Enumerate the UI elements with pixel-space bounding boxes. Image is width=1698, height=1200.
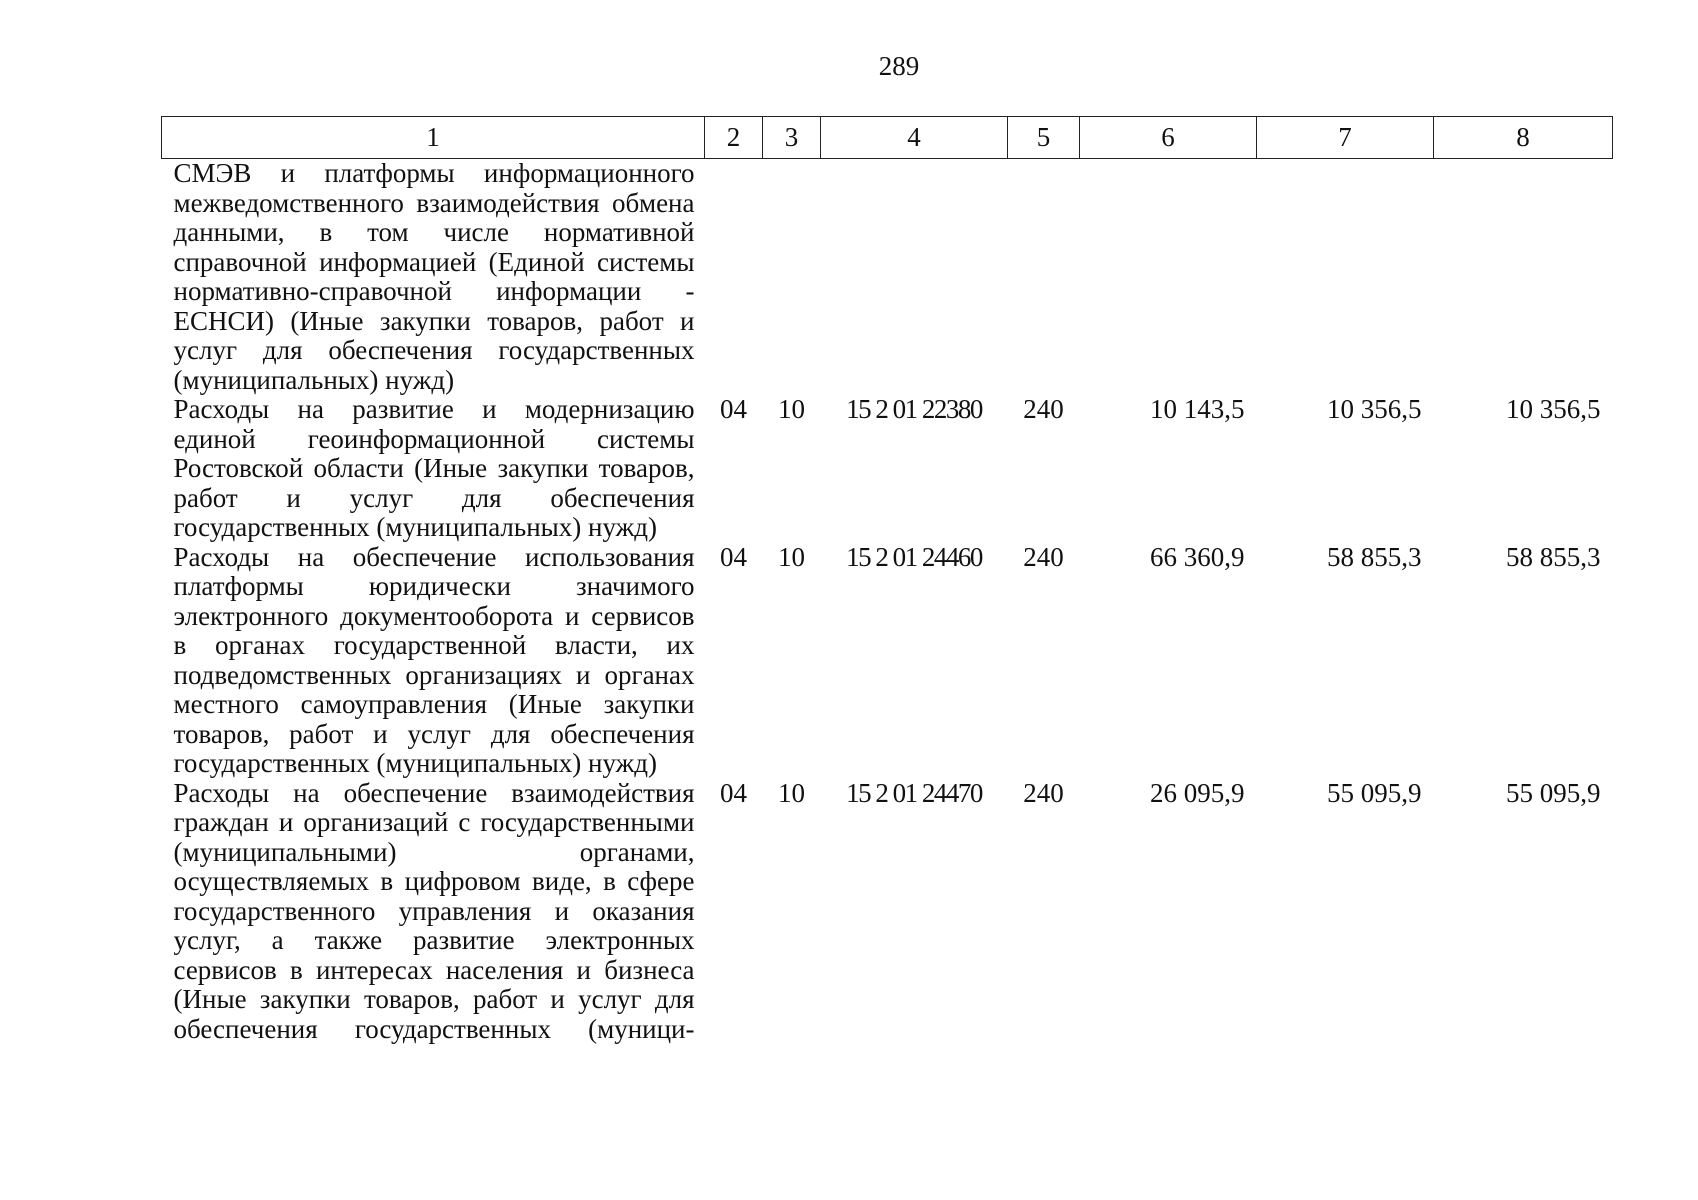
row-description-cell [162,395,705,543]
row-sum-2: 55 095,9 [1327,777,1422,808]
column-header-8: 8 [1434,117,1613,159]
table-row [162,543,1613,779]
row-sum-1 [1080,159,1257,396]
row-sum-1: 66 360,9 [1150,541,1245,572]
row-vr: 240 [1023,777,1064,808]
row-sum-3: 58 855,3 [1506,541,1601,572]
row-sum-2: 58 855,3 [1327,541,1422,572]
row-pr: 10 [778,541,805,572]
row-csr: 15 2 01 22380 [846,394,982,424]
row-rz: 04 [720,777,747,808]
row-description-cell [162,159,705,396]
row-vr [1008,159,1080,396]
row-sum-3 [1434,159,1613,396]
row-sum-2: 10 356,5 [1327,394,1422,424]
table-row [162,395,1613,543]
row-description: Расходы на развитие и модернизацию единой геоинформационной системы Ростовской области (Иные закупки товаров, работ и услуг для обеспечения государственных (муниципальных) нужд) [173,394,695,542]
column-header-6: 6 [1080,117,1257,159]
column-header-1: 1 [162,117,705,159]
column-header-7: 7 [1257,117,1434,159]
column-header-4: 4 [821,117,1008,159]
table-header-row [162,117,1613,159]
budget-table [161,116,1613,1044]
row-pr [763,159,821,396]
row-pr: 10 [778,394,805,424]
row-rz: 04 [720,541,747,572]
row-description: Расходы на обеспечение взаимодействия граждан и организаций с государственными (муниципальными) органами, осуществляемых в цифровом виде, в сфере государственного управления и оказания услуг, а также развитие электронных сервисов в интересах населения и бизнеса (Иные закупки товаров, работ и услуг для обеспечения государственных (муници- [173,777,695,1044]
row-csr: 15 2 01 24470 [846,777,982,808]
row-sum-3: 10 356,5 [1506,394,1601,424]
row-csr: 15 2 01 24460 [846,541,982,572]
row-vr: 240 [1023,394,1064,424]
row-sum-1: 10 143,5 [1150,394,1245,424]
row-vr: 240 [1023,541,1064,572]
row-description: СМЭВ и платформы информационного межведомственного взаимодействия обмена данными, в том числе нормативной справочной информацией (Единой системы нормативно-справочной информации - ЕСНСИ) (Иные закупки товаров, работ и услуг для обеспечения государственных (муниципальных) нужд) [173,158,695,395]
row-sum-2 [1257,159,1434,396]
row-description-cell [162,543,705,779]
row-csr [821,159,1008,396]
row-rz: 04 [720,394,747,424]
row-pr: 10 [778,777,805,808]
row-rz [705,159,763,396]
row-sum-1: 26 095,9 [1150,777,1245,808]
column-header-3: 3 [763,117,821,159]
column-header-5: 5 [1008,117,1080,159]
table-row [162,159,1613,396]
column-header-2: 2 [705,117,763,159]
row-description-cell [162,779,705,1045]
row-description: Расходы на обеспечение использования платформы юридически значимого электронного документооборота и сервисов в органах государственной власти, их подведомственных организациях и органах местного самоуправления (Иные закупки товаров, работ и услуг для обеспечения государственных (муниципальных) нужд) [173,541,695,778]
table-row [162,779,1613,1045]
row-sum-3: 55 095,9 [1506,777,1601,808]
page-number: 289 [878,51,920,81]
